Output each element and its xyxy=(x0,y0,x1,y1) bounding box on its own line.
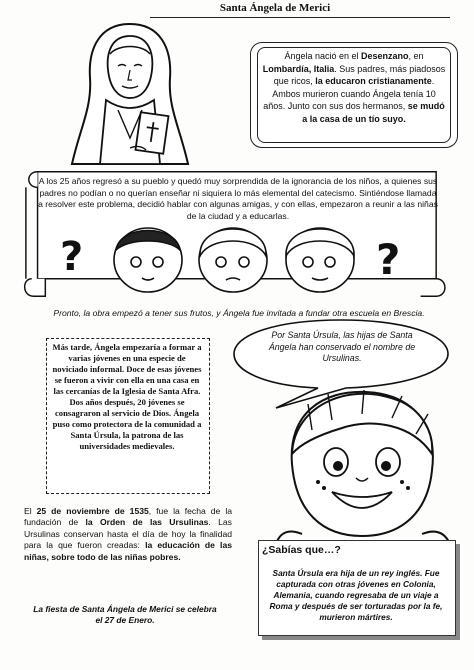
para-bold-3: la educación de las niñas, sobre todo de las niñas pobres. xyxy=(24,540,233,562)
bio-bold-1: Desenzano xyxy=(361,51,409,61)
biography-frame xyxy=(250,42,458,148)
question-mark-icon: ? xyxy=(60,234,84,280)
bio-text-3: . Sus padres, más piadosos que ricos, xyxy=(273,63,446,86)
child-face xyxy=(114,228,182,292)
bio-bold-4: se mudó a la casa de un tío suyo. xyxy=(302,101,445,124)
children-illustration xyxy=(58,220,418,296)
fiesta-note: La fiesta de Santa Ángela de Merici se celebra el 27 de Enero. xyxy=(33,604,217,626)
sabias-que-text: Santa Úrsula era hija de un rey inglés. Fue capturada con otras jóvenes en Colonia, Alemania, cuando regresaba de un viaje a Roma y después de ser torturadas por la fe, murieron mártires. xyxy=(269,568,443,622)
para-text-3: . Las Ursulinas conservan hasta el día de hoy la finalidad para la que fueron creadas: xyxy=(24,517,232,551)
page-title: Santa Ángela de Merici xyxy=(219,2,331,14)
question-mark-icon: ? xyxy=(376,235,401,284)
para-bold-1: 25 de noviembre de 1535 xyxy=(36,506,149,516)
fundacion-paragraph xyxy=(24,506,232,563)
bio-bold-2: Lombardía, Italia xyxy=(262,63,335,74)
pronto-line: Pronto, la obra empezó a tener sus frutos, y Ángela fue invitada a fundar otra escuela en Brescia. xyxy=(53,308,425,318)
bio-text-4: . Ambos murieron cuando Ángela tenía 10 años. Junto con sus dos hermanos, xyxy=(263,76,436,111)
boy-illustration xyxy=(262,384,462,544)
bio-text-2: , en xyxy=(408,51,424,61)
scroll-text: A los 25 años regresó a su pueblo y quedó muy sorprendida de la ignorancia de los niños, a quienes sus padres no podían o no querían enseñar ni siquiera lo más elemental del catecismo. Sintiéndose llamada a resolver este problema, decidió hablar con algunas amigas, y con ellas, empezaron a reunir a las niñas de la ciudad y a educarlas. xyxy=(38,176,438,221)
para-bold-2: la Orden de las Ursulinas xyxy=(85,517,209,528)
sabias-que-title: ¿Sabías que…? xyxy=(262,544,341,556)
bio-text-1: Ángela nació en el xyxy=(284,51,362,61)
saint-angela-illustration xyxy=(60,18,200,168)
biography-text xyxy=(257,47,451,143)
para-text-1: El xyxy=(24,506,37,516)
child-face xyxy=(286,228,354,292)
speech-bubble-text: Por Santa Úrsula, las hijas de Santa Ángela han conservado el nombre de Ursulinas. xyxy=(268,330,416,363)
para-text-2: , fue la fecha de la fundación de xyxy=(24,506,233,528)
noviciado-text: Más tarde, Ángela empezaría a formar a varias jóvenes en una especie de noviciado informal. Doce de esas jóvenes se fueron a vivir con ella en una casa en las cercanías de la Iglesia de Santa Afra. Dos años después, 20 jóvenes se consagraron al servicio de Dios. Ángela puso como protectora de la comunidad a Santa Úrsula, la patrona de las universidades medievales. xyxy=(52,342,202,451)
child-face xyxy=(199,228,267,292)
bio-bold-3: la educaron cristianamente xyxy=(315,76,432,86)
